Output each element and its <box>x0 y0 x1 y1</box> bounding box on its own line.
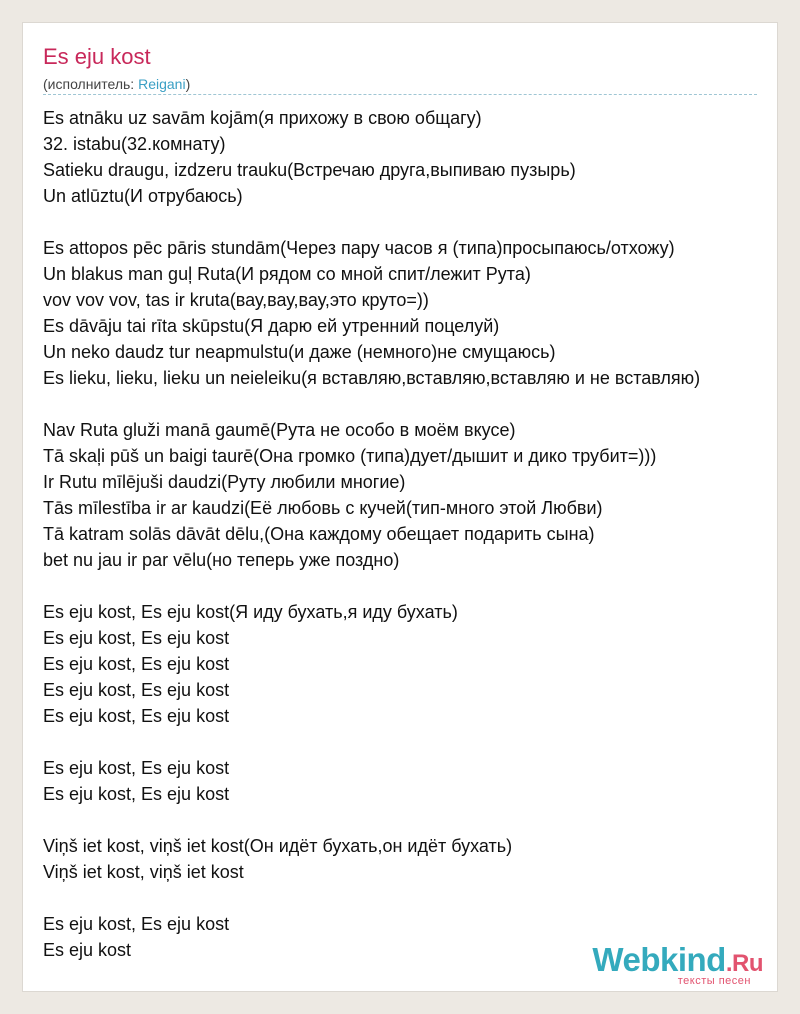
lyric-line: Es eju kost, Es eju kost <box>43 914 230 934</box>
artist-link[interactable]: Reigani <box>138 76 186 92</box>
logo-tagline: тексты песен <box>677 975 751 987</box>
lyric-blank-line <box>43 209 779 235</box>
lyric-blank-line <box>43 807 779 833</box>
lyric-line: bet nu jau ir par vēlu(но теперь уже поздно) <box>43 550 400 570</box>
lyric-blank-line <box>43 573 779 599</box>
lyric-line: Ir Rutu mīlējuši daudzi(Руту любили многие) <box>43 472 406 492</box>
lyric-line: Nav Ruta gluži manā gaumē(Рута не особо в моём вкусе) <box>43 420 516 440</box>
lyrics-body <box>43 105 779 963</box>
logo-tld: .Ru <box>725 950 763 977</box>
lyric-line: Tās mīlestība ir ar kaudzi(Её любовь с кучей(тип-много этой Любви) <box>43 498 603 518</box>
lyric-line: Un blakus man guļ Ruta(И рядом со мной спит/лежит Рута) <box>43 264 531 284</box>
song-title: Es eju kost <box>43 44 151 69</box>
lyric-line: 32. istabu(32.комнату) <box>43 134 226 154</box>
lyric-line: Tā skaļi pūš un baigi taurē(Она громко (типа)дует/дышит и дико трубит=))) <box>43 446 657 466</box>
lyric-line: Un neko daudz tur neapmulstu(и даже (немного)не смущаюсь) <box>43 342 556 362</box>
lyric-line: Es eju kost, Es eju kost <box>43 706 230 726</box>
lyric-line: Viņš iet kost, viņš iet kost <box>43 862 244 882</box>
lyric-line: Es eju kost, Es eju kost <box>43 680 230 700</box>
lyric-line: Es eju kost, Es eju kost(Я иду бухать,я иду бухать) <box>43 602 458 622</box>
lyric-line: Es eju kost, Es eju kost <box>43 628 230 648</box>
lyric-blank-line <box>43 729 779 755</box>
artist-suffix: ) <box>185 76 191 92</box>
lyric-line: Es atnāku uz savām kojām(я прихожу в свою общагу) <box>43 108 482 128</box>
lyric-line: Es dāvāju tai rīta skūpstu(Я дарю ей утренний поцелуй) <box>43 316 500 336</box>
lyric-line: Un atlūztu(И отрубаюсь) <box>43 186 243 206</box>
lyric-blank-line <box>43 391 779 417</box>
logo-word: Webkind <box>592 941 726 978</box>
lyric-line: Tā katram solās dāvāt dēlu,(Она каждому обещает подарить сына) <box>43 524 595 544</box>
lyric-line: Es lieku, lieku, lieku un neieleiku(я вставляю,вставляю,вставляю и не вставляю) <box>43 368 701 388</box>
artist-line <box>43 75 190 93</box>
lyric-blank-line <box>43 885 779 911</box>
lyric-line: Es eju kost <box>43 940 132 960</box>
site-logo[interactable] <box>575 941 771 989</box>
lyric-line: Es eju kost, Es eju kost <box>43 758 230 778</box>
artist-prefix: (исполнитель: <box>43 76 139 92</box>
lyric-line: Es eju kost, Es eju kost <box>43 784 230 804</box>
lyrics-page <box>22 22 778 992</box>
lyric-line: Viņš iet kost, viņš iet kost(Он идёт бухать,он идёт бухать) <box>43 836 513 856</box>
lyric-line: vov vov vov, tas ir kruta(вау,вау,вау,это круто=)) <box>43 290 429 310</box>
lyric-line: Satieku draugu, izdzeru trauku(Встречаю друга,выпиваю пузырь) <box>43 160 576 180</box>
lyric-line: Es eju kost, Es eju kost <box>43 654 230 674</box>
title-divider <box>43 94 757 95</box>
lyric-line: Es attopos pēc pāris stundām(Через пару часов я (типа)просыпаюсь/отхожу) <box>43 238 675 258</box>
